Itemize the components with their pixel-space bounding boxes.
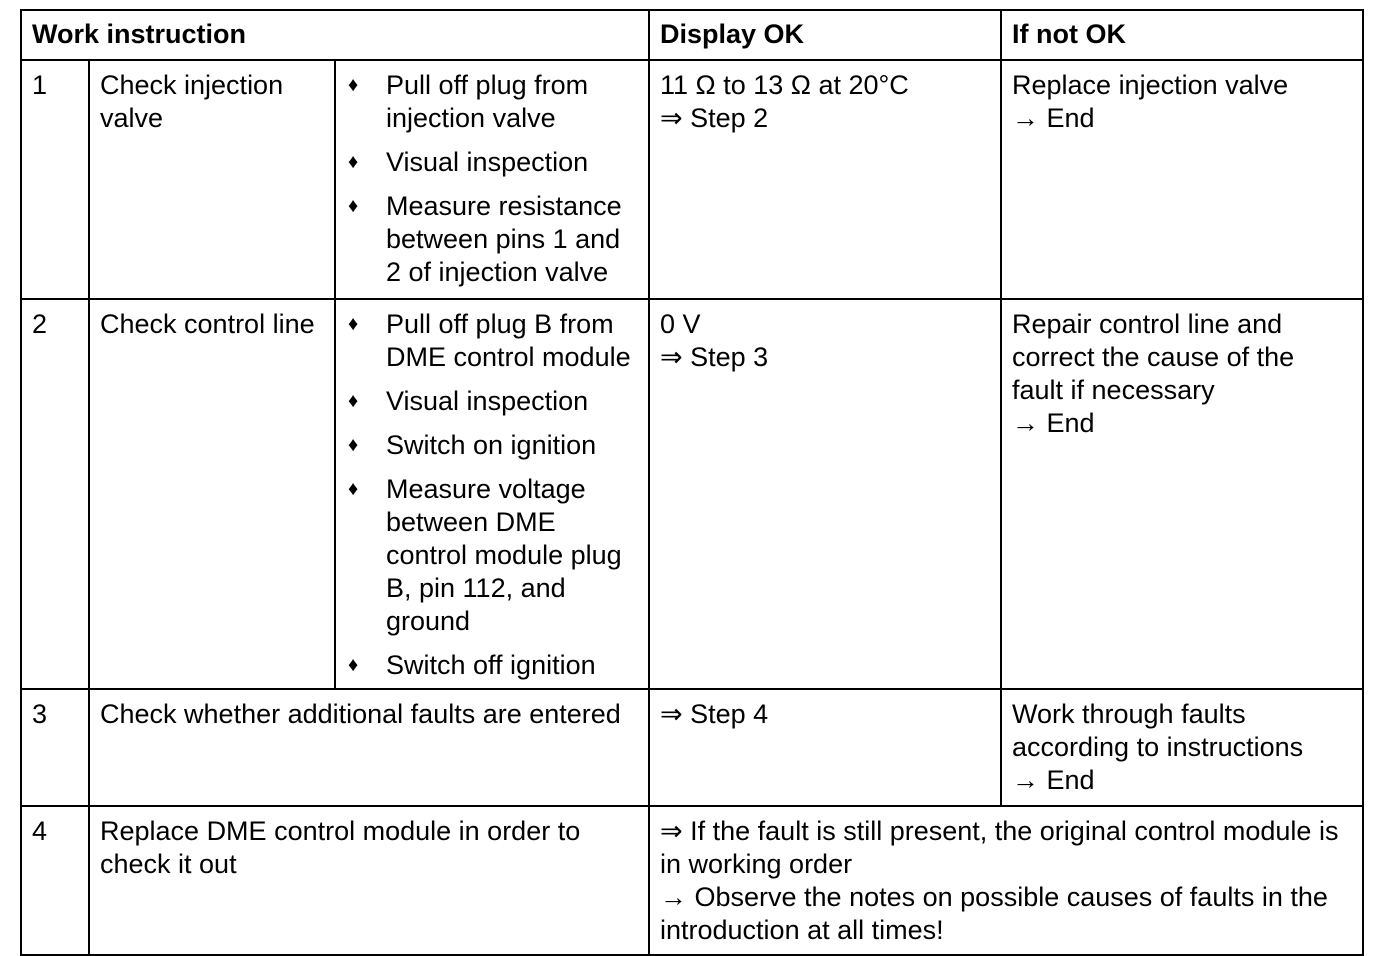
remedy-text: Replace injection valve <box>1012 70 1289 100</box>
step-text: Switch off ignition <box>386 650 596 680</box>
result-cell <box>649 806 1363 955</box>
next-step: ⇒ Step 3 <box>660 342 769 372</box>
step-text: Switch on ignition <box>386 430 597 460</box>
display-ok-value: 0 V <box>660 309 701 339</box>
if-not-ok-cell <box>1001 60 1363 299</box>
step-text: Visual inspection <box>386 147 589 177</box>
table-row <box>21 60 1363 299</box>
task-cell: Replace DME control module in order to check it out <box>89 806 649 955</box>
step-number: 2 <box>21 299 89 689</box>
header-work-instruction: Work instruction <box>21 10 649 60</box>
display-ok-cell <box>649 60 1001 299</box>
step-item <box>346 429 638 462</box>
next-step: ⇒ Step 4 <box>660 699 769 729</box>
steps-cell <box>335 60 649 299</box>
if-not-ok-cell <box>1001 299 1363 689</box>
step-item <box>346 146 638 179</box>
remedy-text: Work through faults according to instructions <box>1012 699 1304 762</box>
end-marker: → End <box>1012 408 1095 438</box>
step-text: Pull off plug from injection valve <box>386 70 589 133</box>
diamond-bullet-icon: ♦ <box>348 654 359 676</box>
steps-cell <box>335 299 649 689</box>
task-cell: Check whether additional faults are entered <box>89 689 649 806</box>
step-item <box>346 308 638 374</box>
if-not-ok-cell <box>1001 689 1363 806</box>
diamond-bullet-icon: ♦ <box>348 151 359 173</box>
diamond-bullet-icon: ♦ <box>348 390 359 412</box>
end-marker: → End <box>1012 103 1095 133</box>
remedy-text: Repair control line and correct the cause of the fault if necessary <box>1012 309 1295 405</box>
step-item <box>346 385 638 418</box>
step-text: Measure voltage between DME control module plug B, pin 112, and ground <box>386 474 622 636</box>
next-step: ⇒ Step 2 <box>660 103 769 133</box>
step-text: Measure resistance between pins 1 and 2 of injection valve <box>386 191 622 287</box>
task-cell: Check injection valve <box>89 60 335 299</box>
step-item <box>346 473 638 638</box>
step-number: 1 <box>21 60 89 299</box>
step-number: 3 <box>21 689 89 806</box>
diamond-bullet-icon: ♦ <box>348 74 359 96</box>
step-text: Pull off plug B from DME control module <box>386 309 631 372</box>
end-marker: → End <box>1012 765 1095 795</box>
task-cell: Check control line <box>89 299 335 689</box>
display-ok-cell <box>649 299 1001 689</box>
diamond-bullet-icon: ♦ <box>348 313 359 335</box>
table-row <box>21 806 1363 955</box>
display-ok-cell <box>649 689 1001 806</box>
step-item <box>346 190 638 289</box>
step-text: Visual inspection <box>386 386 589 416</box>
note-text: → Observe the notes on possible causes of faults in the introduction at all times! <box>660 882 1328 945</box>
work-instruction-table <box>20 9 1364 956</box>
step-number: 4 <box>21 806 89 955</box>
header-display-ok: Display OK <box>649 10 1001 60</box>
steps-list <box>346 69 638 289</box>
table-row <box>21 299 1363 689</box>
step-item <box>346 649 638 682</box>
steps-list <box>346 308 638 682</box>
header-row <box>21 10 1363 60</box>
display-ok-value: 11 Ω to 13 Ω at 20°C <box>660 70 909 100</box>
result-text: ⇒ If the fault is still present, the original control module is in working order <box>660 816 1339 879</box>
step-item <box>346 69 638 135</box>
table-row <box>21 689 1363 806</box>
diamond-bullet-icon: ♦ <box>348 195 359 217</box>
header-if-not-ok: If not OK <box>1001 10 1363 60</box>
diamond-bullet-icon: ♦ <box>348 478 359 500</box>
diamond-bullet-icon: ♦ <box>348 434 359 456</box>
